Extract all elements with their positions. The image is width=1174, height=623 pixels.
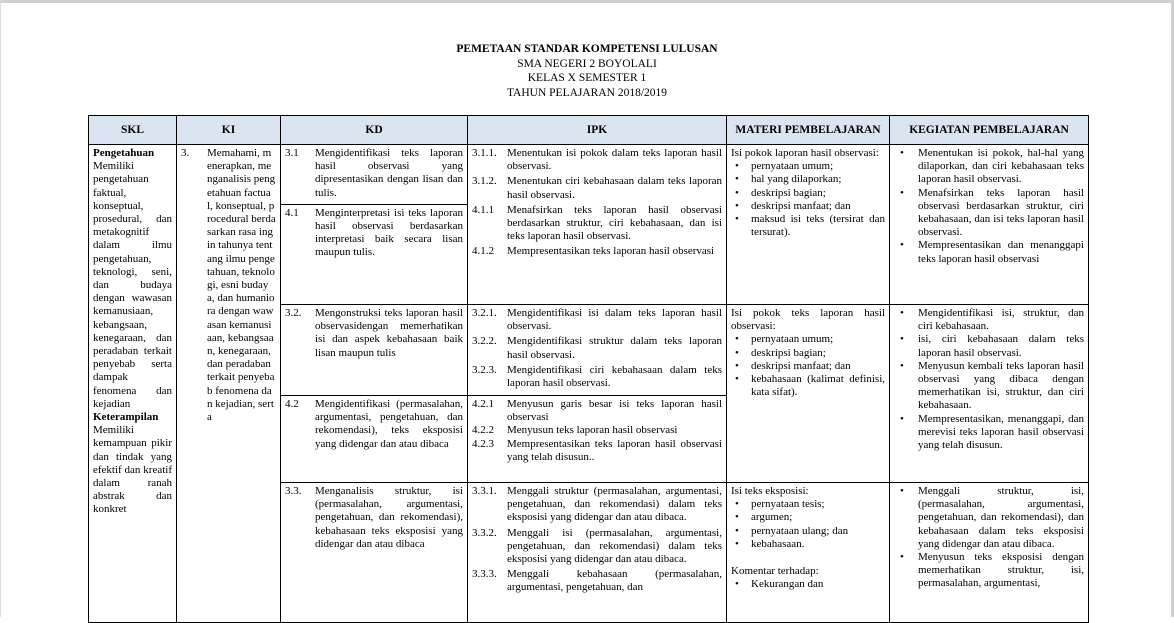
kd-cell [281, 483, 468, 623]
kd-text: Menganalisis struktur, isi (permasalahan, argumentasi, pengetahuan, dan rekomendasi), kebahasaan teks eksposisi yang didengar dan atau dibaca [315, 485, 463, 550]
kd-cell [281, 145, 468, 305]
ipk-text: Mengidentifikasi struktur dalam teks laporan hasil observasi. [507, 335, 722, 361]
list-item: • hal yang dilaporkan; [731, 173, 885, 186]
kegiatan-cell [890, 305, 1089, 483]
ipk-text: Menentukan isi pokok dalam teks laporan hasil observasi. [507, 147, 722, 173]
kegiatan-cell [890, 145, 1089, 305]
ipk-text: Mengidentifikasi isi dalam teks laporan hasil observasi. [507, 307, 722, 333]
ipk-cell [468, 483, 727, 623]
kegiatan-list [894, 147, 1084, 266]
ipk-number: 4.2.1 [472, 398, 494, 410]
kd-number: 3.3. [285, 485, 302, 497]
list-item: • Mempresentasikan, menanggapi, dan merevisi teks laporan hasil observasi yang telah disusun. [894, 413, 1084, 453]
materi-comment: Komentar terhadap: [731, 565, 819, 578]
kd-number: 3.2. [285, 307, 302, 319]
list-item: • pernyataan ulang; dan [731, 525, 885, 538]
list-item: • isi, ciri kebahasaan dalam teks laporan hasil observasi. [894, 333, 1084, 359]
ipk-text: Menyusun teks laporan hasil observasi [507, 424, 678, 437]
ipk-number: 3.2.3. [472, 363, 497, 376]
ipk-number: 3.3.2. [472, 526, 497, 539]
skl-pengetahuan-text: Memiliki pengetahuan faktual, konseptual, prosedural, dan metakognitif dalam ilmu pengetahuan, teknologi, seni, dan budaya dengan wawasan kemanusiaan, kebangsaan, kenegaraan, dan peradaban terkait penyebab serta dampak fenomena dan kejadian [93, 160, 172, 410]
kd-text: Mengidentifikasi (permasalahan, argumentasi, pengetahuan, dan rekomendasi), teks eksposisi yang didengar dan atau dibaca [315, 398, 463, 450]
materi-cell [727, 145, 890, 305]
ipk-number: 3.3.1. [472, 485, 497, 497]
list-item: • pernyataan tesis; [731, 498, 885, 511]
skl-pengetahuan-title: Pengetahuan [93, 147, 155, 159]
ipk-text: Mengidentifikasi ciri kebahasaan dalam teks laporan hasil observasi. [507, 363, 722, 390]
school-name: SMA NEGERI 2 BOYOLALI [517, 57, 657, 70]
kd-cell [281, 396, 468, 483]
ipk-text: Mempresentasikan teks laporan hasil observasi yang telah disusun.. [507, 437, 722, 463]
skl-cell [89, 145, 177, 623]
ipk-cell [468, 396, 727, 483]
table-row [89, 145, 1089, 305]
list-item: • Menggali struktur, isi, (permasalahan, argumentasi, pengetahuan, dan rekomendasi), dan kebahasaan dalam teks eksposisi yang didengar dan atau dibaca. [894, 485, 1084, 551]
list-item: • deskripsi bagian; [731, 347, 885, 360]
kd-number: 3.1 [285, 147, 299, 159]
materi-intro: Isi pokok laporan hasil observasi: [731, 147, 879, 159]
materi-intro: Isi pokok teks laporan hasil observasi: [731, 307, 885, 333]
col-header-ki: KI [177, 116, 281, 145]
list-item: • Menafsirkan teks laporan hasil observasi berdasarkan struktur, ciri kebahasaan, dan isi teks laporan hasil observasi. [894, 187, 1084, 240]
list-item: • deskripsi manfaat; dan [731, 200, 885, 213]
ipk-number: 4.1.2 [472, 245, 494, 258]
document-title: PEMETAAN STANDAR KOMPETENSI LULUSAN [456, 43, 718, 55]
list-item: • Menyusun kembali teks laporan hasil observasi yang dibaca dengan memerhatikan isi, struktur, dan ciri kebahasaan. [894, 360, 1084, 413]
list-item: • pernyataan umum; [731, 160, 885, 173]
ipk-number: 3.1.2. [472, 175, 497, 188]
list-item: • deskripsi bagian; [731, 187, 885, 200]
kd-number: 4.1 [285, 206, 299, 219]
list-item: • Kekurangan dan [731, 578, 885, 591]
ipk-number: 3.2.2. [472, 335, 497, 348]
ipk-number: 4.2.2 [472, 424, 494, 437]
ipk-number: 4.1.1 [472, 203, 494, 216]
list-item: • argumen; [731, 511, 885, 524]
list-item: • Mengidentifikasi isi, struktur, dan ciri kebahasaan. [894, 307, 1084, 333]
kegiatan-cell [890, 483, 1089, 623]
ipk-cell [468, 305, 727, 396]
ipk-number: 3.3.3. [472, 568, 497, 581]
ipk-number: 3.1.1. [472, 147, 497, 159]
col-header-kd: KD [281, 116, 468, 145]
list-item: • deskripsi manfaat; dan [731, 360, 885, 373]
ki-number: 3. [181, 147, 190, 159]
ipk-text: Menentukan ciri kebahasaan dalam teks laporan hasil observasi. [507, 175, 722, 201]
materi-cell [727, 483, 890, 623]
ipk-text: Menafsirkan teks laporan hasil observasi berdasarkan struktur, ciri kebahasaan, dan isi teks laporan hasil observasi. [507, 203, 722, 243]
col-header-ipk: IPK [468, 116, 727, 145]
materi-list [731, 160, 885, 239]
col-header-skl: SKL [89, 116, 177, 145]
kd-text: Mengidentifikasi teks laporan hasil observasi yang dipresentasikan dengan lisan dan tulis. [315, 147, 463, 199]
ki-text: Memahami, menerapkan, menganalisis pengetahuan factual, konseptual, procedural berdasarkan rasa ingin tahunya tentang ilmu pengetahuan, teknologi, esni budaya, dan humaniora dengan wawasan kemanusiaan, kebangsaan, kenegaraan, dan peradaban terkait penyebab fenomena dan kejadian, serta [207, 147, 276, 424]
kd-text: Mengonstruksi teks laporan hasil observasidengan memerhatikan isi dan aspek kebahasaan baik lisan maupun tulis [315, 307, 463, 359]
ipk-number: 4.2.3 [472, 437, 494, 450]
ki-cell [177, 145, 281, 623]
kegiatan-list [894, 485, 1084, 591]
document-header [0, 42, 1174, 100]
materi-intro: Isi teks eksposisi: [731, 485, 809, 497]
kegiatan-list [894, 307, 1084, 452]
kd-number: 4.2 [285, 398, 299, 410]
materi-comment-list [731, 578, 885, 591]
kd-cell [281, 305, 468, 396]
academic-year: TAHUN PELAJARAN 2018/2019 [506, 86, 668, 99]
list-item: • Mempresentasikan dan menanggapi teks laporan hasil observasi [894, 239, 1084, 265]
kd-text: Menginterpretasi isi teks laporan hasil observasi berdasarkan interpretasi baik secara lisan maupun tulis. [315, 206, 463, 259]
ipk-number: 3.2.1. [472, 307, 497, 319]
skl-mapping-table [88, 115, 1089, 623]
list-item: • Menyusun teks eksposisi dengan memerhatikan struktur, isi, permasalahan, argumentasi, [894, 551, 1084, 591]
table-header-row [89, 116, 1089, 145]
skl-keterampilan-text: Memiliki kemampuan pikir dan tindak yang efektif dan kreatif dalam ranah abstrak dan konkret [93, 424, 172, 516]
viewer-top-border [0, 0, 1174, 3]
list-item: • kebahasaan. [731, 538, 885, 551]
list-item: • Menentukan isi pokok, hal-hal yang dilaporkan, dan ciri kebahasaan teks laporan hasil observasi. [894, 147, 1084, 187]
ipk-cell [468, 145, 727, 305]
col-header-kegiatan: KEGIATAN PEMBELAJARAN [890, 116, 1089, 145]
materi-list [731, 333, 885, 399]
class-semester: KELAS X SEMESTER 1 [527, 72, 647, 84]
skl-keterampilan-title: Keterampilan [93, 411, 159, 424]
ipk-text: Menggali kebahasaan (permasalahan, argumentasi, pengetahuan, dan [507, 568, 722, 594]
list-item: • maksud isi teks (tersirat dan tersurat). [731, 213, 885, 239]
col-header-materi: MATERI PEMBELAJARAN [727, 116, 890, 145]
materi-list [731, 498, 885, 551]
materi-cell [727, 305, 890, 483]
ipk-text: Menggali struktur (permasalahan, argumentasi, pengetahuan, dan rekomendasi) dalam teks eksposisi yang didengar dan atau dibaca. [507, 485, 722, 524]
list-item: • pernyataan umum; [731, 333, 885, 346]
list-item: • kebahasaan (kalimat definisi, kata sifat). [731, 373, 885, 399]
ipk-text: Menggali isi (permasalahan, argumentasi, pengetahuan, dan rekomendasi) dalam teks eksposisi yang didengar dan atau dibaca. [507, 526, 722, 566]
ipk-text: Menyusun garis besar isi teks laporan hasil observasi [507, 398, 722, 424]
ipk-text: Mempresentasikan teks laporan hasil observasi [507, 245, 715, 258]
